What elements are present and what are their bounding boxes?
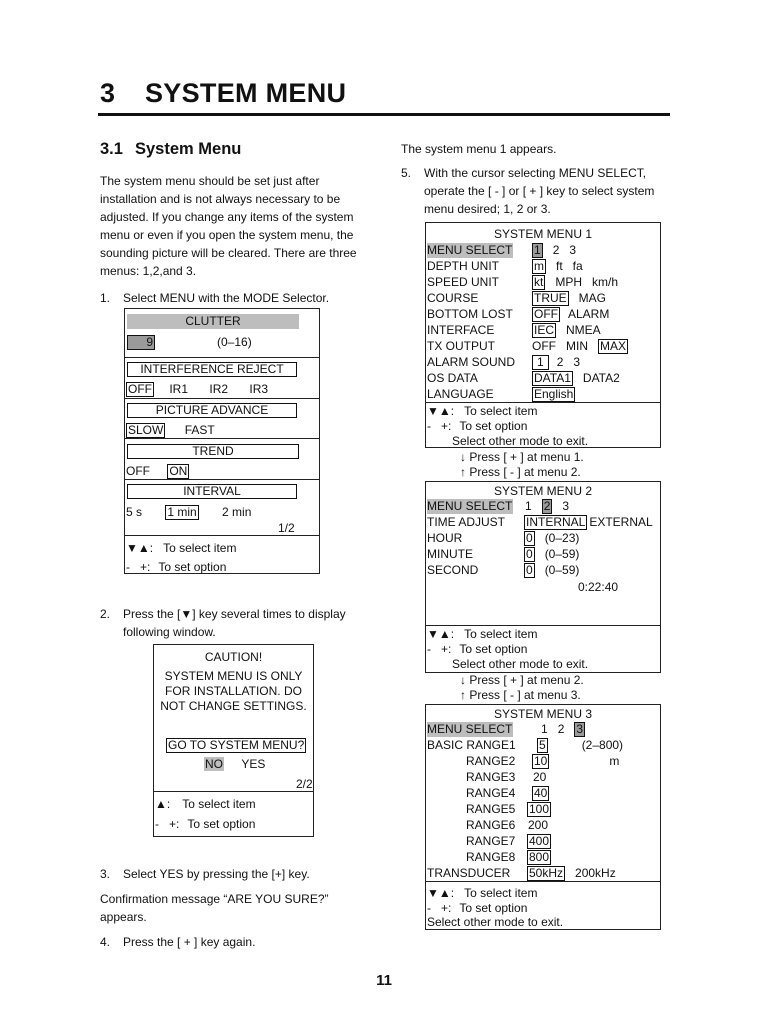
section-title-text: System Menu [135, 140, 242, 158]
language-english[interactable]: English [534, 387, 574, 401]
help-select [427, 886, 537, 900]
menu-select-option-1[interactable]: 1 [541, 722, 548, 736]
page-indicator: 2/2 [296, 777, 313, 791]
range5-field [527, 802, 551, 817]
menu-select-option-2[interactable]: 2 [552, 243, 560, 257]
step-number: 2. [100, 607, 111, 621]
help-select-text: To select item [464, 404, 538, 418]
ir-option-ir1[interactable]: IR1 [169, 382, 189, 396]
range7-field [527, 834, 551, 849]
interval-header: INTERVAL [127, 484, 297, 499]
pa-options [126, 423, 215, 438]
second-label: SECOND [427, 563, 479, 577]
step-number: 3. [100, 867, 111, 881]
clutter-value-text: 9 [127, 335, 155, 350]
divider [125, 357, 319, 358]
ir-option-ir2[interactable]: IR2 [209, 382, 229, 396]
range8-field [527, 850, 551, 865]
os-data-data1[interactable]: DATA1 [534, 371, 571, 385]
help-set [155, 817, 255, 831]
ir-options [126, 382, 268, 397]
menu-title: SYSTEM MENU 2 [493, 484, 592, 498]
help-set-text: To set option [459, 642, 528, 656]
transducer-50khz[interactable]: 50kHz [529, 866, 564, 880]
second-range: (0–59) [544, 563, 580, 577]
system-menu-2 [425, 481, 661, 673]
caution-line-2: FOR INSTALLATION. DO [165, 684, 302, 698]
bottom-lost-options [532, 307, 609, 322]
depth-unit-ft[interactable]: ft [556, 259, 563, 273]
range7-label: RANGE7 [466, 834, 516, 848]
step-2 [100, 605, 372, 641]
nav-hint-up-1: ↑ Press [ - ] at menu 2. [460, 465, 581, 479]
range2-value[interactable]: 10 [534, 754, 548, 768]
ir-option-off[interactable]: OFF [128, 382, 152, 396]
updown-arrows-icon: ▼▲: [427, 886, 455, 900]
step-text: Select YES by pressing the [+] key. [123, 867, 310, 881]
help-set-text: To set option [459, 419, 528, 433]
chapter-title [100, 78, 346, 109]
step-text: With the cursor selecting MENU SELECT, operate the [ - ] or [ + ] key to select system menu desired; 1, 2 or 3. [424, 166, 655, 216]
menu-title: SYSTEM MENU 1 [493, 227, 592, 241]
range8-value[interactable]: 800 [529, 850, 550, 864]
divider [426, 402, 660, 403]
range6-value[interactable]: 200 [528, 818, 549, 832]
course-label: COURSE [427, 291, 479, 305]
interface-iec[interactable]: IEC [534, 323, 555, 337]
menu-select-option-3[interactable]: 3 [569, 243, 577, 257]
clock-readout: 0:22:40 [578, 580, 619, 594]
step-1 [100, 289, 372, 307]
range8-label: RANGE8 [466, 850, 516, 864]
menu-title: SYSTEM MENU 3 [493, 707, 592, 721]
alarm-sound-1[interactable]: 1 [532, 355, 549, 370]
help-set-text: To set option [459, 901, 528, 915]
second-value[interactable]: 0 [526, 563, 533, 577]
clutter-value[interactable] [127, 335, 153, 349]
caution-title: CAUTION! [204, 650, 263, 664]
menu-select-label[interactable]: MENU SELECT [427, 722, 513, 736]
range6-label: RANGE6 [466, 818, 516, 832]
course-true[interactable]: TRUE [534, 291, 567, 305]
step-number: 1. [100, 291, 111, 305]
speed-unit-kt[interactable]: kt [534, 275, 544, 289]
help-select [126, 541, 236, 555]
caution-line-3: NOT CHANGE SETTINGS. [160, 699, 307, 713]
updown-arrows-icon: ▼▲: [427, 404, 455, 418]
help-select [427, 627, 537, 641]
right-intro: The system menu 1 appears. [401, 142, 557, 156]
menu-select-options [525, 499, 569, 514]
basic-range-label: BASIC RANGE1 [427, 738, 516, 752]
system-menu-3 [425, 704, 661, 930]
tx-output-off[interactable]: OFF [532, 339, 556, 353]
range2-field [532, 754, 619, 769]
nav-hint-up-2: ↑ Press [ - ] at menu 3. [460, 688, 581, 702]
range3-label: RANGE3 [466, 770, 516, 784]
range2-label: RANGE2 [466, 754, 516, 768]
help-select-text: To select item [182, 797, 256, 811]
transducer-label: TRANSDUCER [427, 866, 511, 880]
interval-option-2min[interactable]: 2 min [222, 505, 252, 519]
nav-hint-down-1: ↓ Press [ + ] at menu 1. [460, 450, 584, 464]
basic-range-field [537, 738, 623, 753]
yes-option[interactable]: YES [241, 757, 266, 771]
tx-output-options [532, 339, 628, 354]
no-option[interactable]: NO [205, 757, 223, 771]
interface-options [532, 323, 601, 338]
intro-paragraph: The system menu should be set just after installation and is not always necessary to be adjusted. If you change any items of the system menu or even if you open the system menu, the sounding picture will be cleared. There are three menus: 1,2,and 3. [100, 174, 357, 278]
hour-field [524, 531, 579, 546]
help-select [155, 797, 256, 811]
caution-line-1: SYSTEM MENU IS ONLY [164, 669, 303, 683]
os-data-data2[interactable]: DATA2 [582, 371, 620, 385]
clutter-range: (0–16) [217, 335, 252, 349]
help-set-text: To set option [158, 560, 227, 574]
speed-unit-mph[interactable]: MPH [555, 275, 583, 289]
go-to-system-menu-prompt [166, 738, 306, 753]
menu-select-options [532, 243, 576, 258]
minute-field [524, 547, 579, 562]
depth-unit-m[interactable]: m [534, 259, 544, 273]
interval-option-5s[interactable]: 5 s [126, 505, 143, 519]
menu-select-option-2[interactable]: 2 [557, 722, 565, 736]
tx-output-max[interactable]: MAX [600, 339, 627, 353]
menu-select-option-1[interactable]: 1 [534, 243, 541, 257]
pa-header: PICTURE ADVANCE [127, 403, 297, 418]
ir-option-ir3[interactable]: IR3 [249, 382, 269, 396]
help-set [427, 901, 527, 915]
menu-select-label[interactable]: MENU SELECT [427, 243, 513, 257]
hour-range: (0–23) [544, 531, 580, 545]
step-text: Select MENU with the MODE Selector. [123, 291, 330, 305]
help-select-text: To select item [163, 541, 237, 555]
range7-value[interactable]: 400 [529, 834, 550, 848]
minute-label: MINUTE [427, 547, 473, 561]
step-number: 4. [100, 935, 111, 949]
divider [154, 791, 313, 792]
plus-minus-icon: - +: [427, 642, 452, 656]
second-field [524, 563, 579, 578]
language-label: LANGUAGE [427, 387, 494, 401]
bottom-lost-label: BOTTOM LOST [427, 307, 513, 321]
help-set-text: To set option [187, 817, 256, 831]
section-title [100, 140, 241, 159]
depth-unit-fa[interactable]: fa [572, 259, 583, 273]
step-text: Press the [ + ] key again. [123, 935, 256, 949]
step-text: Press the [▼] key several times to display following window. [123, 607, 346, 639]
help-set [126, 560, 226, 574]
depth-unit-label: DEPTH UNIT [427, 259, 499, 273]
range4-label: RANGE4 [466, 786, 516, 800]
time-adjust-external[interactable]: EXTERNAL [589, 515, 653, 529]
speed-unit-kmh[interactable]: km/h [592, 275, 619, 289]
step-3-note: Confirmation message “ARE YOU SURE?” appears. [100, 892, 329, 924]
help-select [427, 404, 537, 418]
minute-value[interactable]: 0 [526, 547, 533, 561]
step-4 [100, 933, 372, 951]
step-number: 5. [401, 166, 412, 180]
menu-select-option-2[interactable]: 2 [543, 499, 551, 513]
chapter-rule [98, 113, 670, 116]
language-options [532, 387, 575, 402]
caution-window [153, 644, 314, 837]
speed-unit-options [532, 275, 618, 290]
os-data-options [532, 371, 620, 386]
trend-header: TREND [127, 444, 299, 459]
course-options [532, 291, 606, 306]
divider [125, 479, 319, 480]
hour-label: HOUR [427, 531, 463, 545]
exit-hint: Select other mode to exit. [452, 434, 589, 448]
help-set [427, 642, 527, 656]
course-mag[interactable]: MAG [578, 291, 607, 305]
menu-select-options [541, 722, 585, 737]
chapter-title-text: SYSTEM MENU [145, 78, 347, 108]
time-adjust-options [524, 515, 653, 530]
section-number: 3.1 [100, 140, 123, 158]
interval-option-1min[interactable]: 1 min [167, 505, 197, 519]
alarm-sound-label: ALARM SOUND [427, 355, 516, 369]
nav-hint-down-2: ↓ Press [ + ] at menu 2. [460, 673, 584, 687]
trend-option-on[interactable]: ON [169, 464, 188, 478]
basic-range-limits: (2–800) [581, 738, 624, 752]
transducer-options [527, 866, 616, 881]
menu-select-option-1[interactable]: 1 [525, 499, 532, 513]
updown-arrows-icon: ▼▲: [427, 627, 455, 641]
divider [125, 398, 319, 399]
help-set [427, 419, 527, 433]
tx-output-min[interactable]: MIN [566, 339, 588, 353]
confirm-options [204, 757, 265, 771]
menu-select-option-3[interactable]: 3 [562, 499, 570, 513]
interface-nmea[interactable]: NMEA [566, 323, 601, 337]
chapter-number: 3 [100, 78, 116, 108]
help-select-text: To select item [464, 627, 538, 641]
step-3 [100, 865, 372, 883]
alarm-sound-2[interactable]: 2 [556, 355, 564, 369]
trend-option-off[interactable]: OFF [126, 464, 150, 478]
plus-minus-icon: - +: [126, 560, 151, 574]
system-menu-1 [425, 222, 661, 448]
ir-header: INTERFERENCE REJECT [127, 362, 297, 377]
range-unit: m [609, 754, 620, 768]
depth-unit-options [532, 259, 583, 274]
bottom-lost-alarm[interactable]: ALARM [568, 307, 610, 321]
plus-minus-icon: - +: [427, 419, 452, 433]
plus-minus-icon: - +: [427, 901, 452, 915]
tx-output-label: TX OUTPUT [427, 339, 495, 353]
range3-value[interactable]: 20 [533, 770, 547, 784]
alarm-sound-options [532, 355, 580, 370]
step-5 [401, 164, 671, 218]
interface-label: INTERFACE [427, 323, 495, 337]
divider [125, 438, 319, 439]
page-indicator: 1/2 [278, 521, 295, 535]
time-adjust-internal[interactable]: INTERNAL [526, 515, 586, 529]
speed-unit-label: SPEED UNIT [427, 275, 500, 289]
divider [426, 881, 660, 882]
menu-select-label[interactable]: MENU SELECT [427, 499, 513, 513]
divider [426, 625, 660, 626]
trend-options [126, 464, 189, 479]
range5-label: RANGE5 [466, 802, 516, 816]
bottom-lost-off[interactable]: OFF [534, 307, 558, 321]
time-adjust-label: TIME ADJUST [427, 515, 506, 529]
exit-hint: Select other mode to exit. [427, 915, 564, 929]
pa-option-slow[interactable]: SLOW [128, 423, 164, 437]
interval-options [126, 505, 251, 520]
range4-field [532, 786, 549, 801]
minute-range: (0–59) [544, 547, 580, 561]
hour-value[interactable]: 0 [526, 531, 533, 545]
clutter-header: CLUTTER [127, 314, 299, 329]
range4-value[interactable]: 40 [534, 786, 548, 800]
exit-hint: Select other mode to exit. [452, 657, 589, 671]
range5-value[interactable]: 100 [529, 802, 550, 816]
menu-window [124, 308, 320, 574]
os-data-label: OS DATA [427, 371, 478, 385]
menu-select-option-3[interactable]: 3 [576, 722, 584, 736]
updown-arrows-icon: ▼▲: [126, 541, 154, 555]
help-select-text: To select item [464, 886, 538, 900]
plus-minus-icon: - +: [155, 817, 180, 831]
basic-range-value[interactable]: 5 [539, 738, 546, 752]
up-arrow-icon: ▲: [155, 797, 171, 811]
alarm-sound-3[interactable]: 3 [573, 355, 581, 369]
transducer-200khz[interactable]: 200kHz [575, 866, 616, 880]
page-number: 11 [376, 972, 392, 989]
prompt-text: GO TO SYSTEM MENU? [168, 738, 305, 752]
divider [125, 535, 319, 536]
pa-option-fast[interactable]: FAST [184, 423, 215, 437]
